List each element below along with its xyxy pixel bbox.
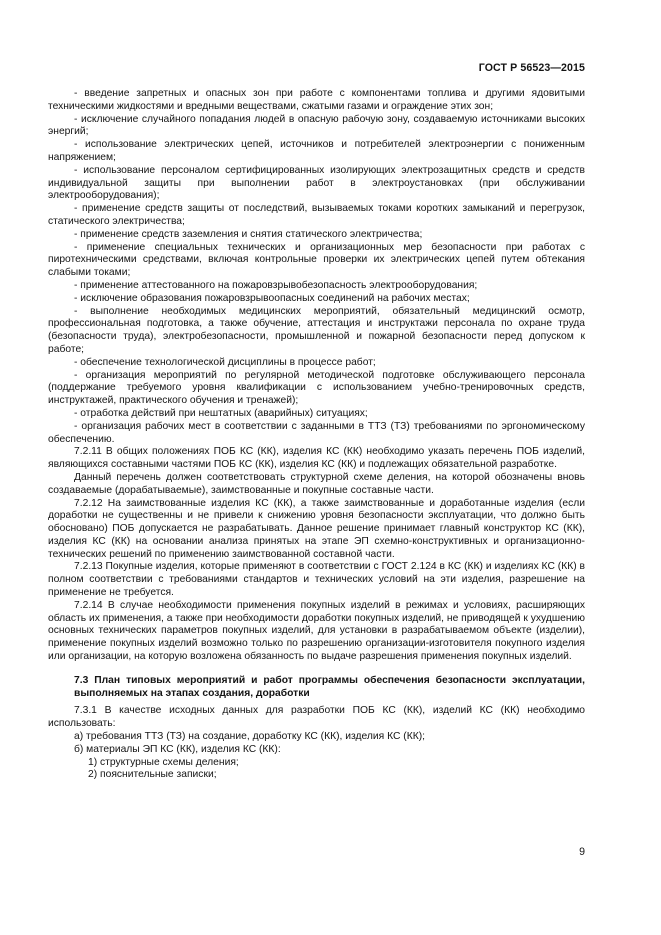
clause-7-2-12: 7.2.12 На заимствованные изделия КС (КК), а также заимствованные и доработанные изделия (если доработки не существенны и не привели к снижению уровня безопасности эксплуатации, что должно быть обосновано) ПОБ допускается не разрабатывать. Данное решение принимает главный конструктор КС (КК), изделия КС (КК) на основании анализа принятых на этапе ЭП схемно-конструктивных и организационно-технических решений по применению заимствованной составной части. — [48, 497, 585, 560]
list-item: - организация рабочих мест в соответствии с заданными в ТТЗ (ТЗ) требованиями по эргономическому обеспечению. — [48, 420, 585, 445]
list-item: - применение средств заземления и снятия статического электричества; — [74, 228, 423, 240]
list-item: - организация мероприятий по регулярной методической подготовке обслуживающего персонала (поддержание требуемого уровня квалификации с использованием учебно-тренировочных средств, инструктажей, практического обучения и тренажей); — [48, 369, 585, 407]
clause-7-2-14: 7.2.14 В случае необходимости применения покупных изделий в режимах и условиях, расширяющих область их применения, а также при необходимости доработки покупных изделий, не приводящей к ухудшению основных технических параметров покупных изделий, для установки в разрабатываемом объекте (изделии), применение покупных изделий возможно только по разрешению организации-изготовителя покупного изделия или организации, на которую возложена обязанность по выдаче разрешения применения покупных изделий. — [48, 599, 585, 663]
clause-7-3-1: 7.3.1 В качестве исходных данных для разработки ПОБ КС (КК), изделий КС (КК) необходимо использовать: — [48, 705, 585, 730]
page-number: 9 — [579, 846, 585, 858]
list-item: - использование электрических цепей, источников и потребителей электроэнергии с пониженным напряжением; — [48, 139, 585, 163]
list-item: - применение аттестованного на пожаровзрывобезопасность электрооборудования; — [74, 279, 478, 291]
list-item: - выполнение необходимых медицинских мероприятий, обязательный медицинский осмотр, профессиональная подготовка, а также обучение, аттестация и инструктажи персонала по охране труда (безопасности труда), электробезопасности, промышленной и пожарной безопасности перед допуском к работе; — [48, 305, 585, 355]
list-item: - применение специальных технических и организационных мер безопасности при работах с пиротехническими средствами, включая контрольные проверки их электрических цепей путем обтекания слабыми токами; — [48, 241, 585, 279]
list-item: - исключение образования пожаровзрывоопасных соединений на рабочих местах; — [74, 292, 470, 304]
body-paragraph: Данный перечень должен соответствовать структурной схеме деления, на которой обозначены вновь создаваемые (дорабатываемые), заимствованные и покупные составные части. — [48, 471, 585, 496]
list-item: - обеспечение технологической дисциплины в процессе работ; — [74, 356, 376, 368]
list-item: - применение средств защиты от последствий, вызываемых токами коротких замыканий и перегрузок, статического электричества; — [48, 203, 585, 227]
list-item: - исключение случайного попадания людей в опасную рабочую зону, создаваемую источниками высоких энергий; — [48, 113, 585, 138]
list-item: - отработка действий при нештатных (аварийных) ситуациях; — [74, 407, 368, 419]
clause-7-2-13: 7.2.13 Покупные изделия, которые применяют в соответствии с ГОСТ 2.124 в КС (КК) и изделиях КС (КК) в полном соответствии с требованиями стандартов и технических условий на эти изделия, разрешение на применение не требуется. — [48, 561, 585, 599]
clause-7-2-11: 7.2.11 В общих положениях ПОБ КС (КК), изделия КС (КК) необходимо указать перечень ПОБ изделий, являющихся составными частями ПОБ КС (КК), изделия КС (КК) и подлежащих обязательной разработке. — [48, 446, 585, 471]
list-item: б) материалы ЭП КС (КК), изделия КС (КК): — [74, 743, 281, 755]
document-body — [48, 88, 585, 782]
list-item: - использование персоналом сертифицированных изолирующих электрозащитных средств и средств индивидуальной защиты при выполнении работ в электроустановках (при обслуживании электрооборудования); — [48, 164, 585, 202]
list-item: - введение запретных и опасных зон при работе с компонентами топлива и другими ядовитыми техническими жидкостями и вредными веществами, сжатыми газами и ограждение этих зон; — [48, 88, 585, 112]
section-heading: 7.3 План типовых мероприятий и работ программы обеспечения безопасности эксплуатации, выполняемых на этапах создания, доработки — [74, 674, 585, 699]
list-item: 2) пояснительные записки; — [88, 769, 217, 781]
list-item: а) требования ТТЗ (ТЗ) на создание, доработку КС (КК), изделия КС (КК); — [74, 731, 425, 743]
list-item: 1) структурные схемы деления; — [88, 756, 239, 768]
standard-code-header: ГОСТ Р 56523—2015 — [478, 62, 585, 74]
